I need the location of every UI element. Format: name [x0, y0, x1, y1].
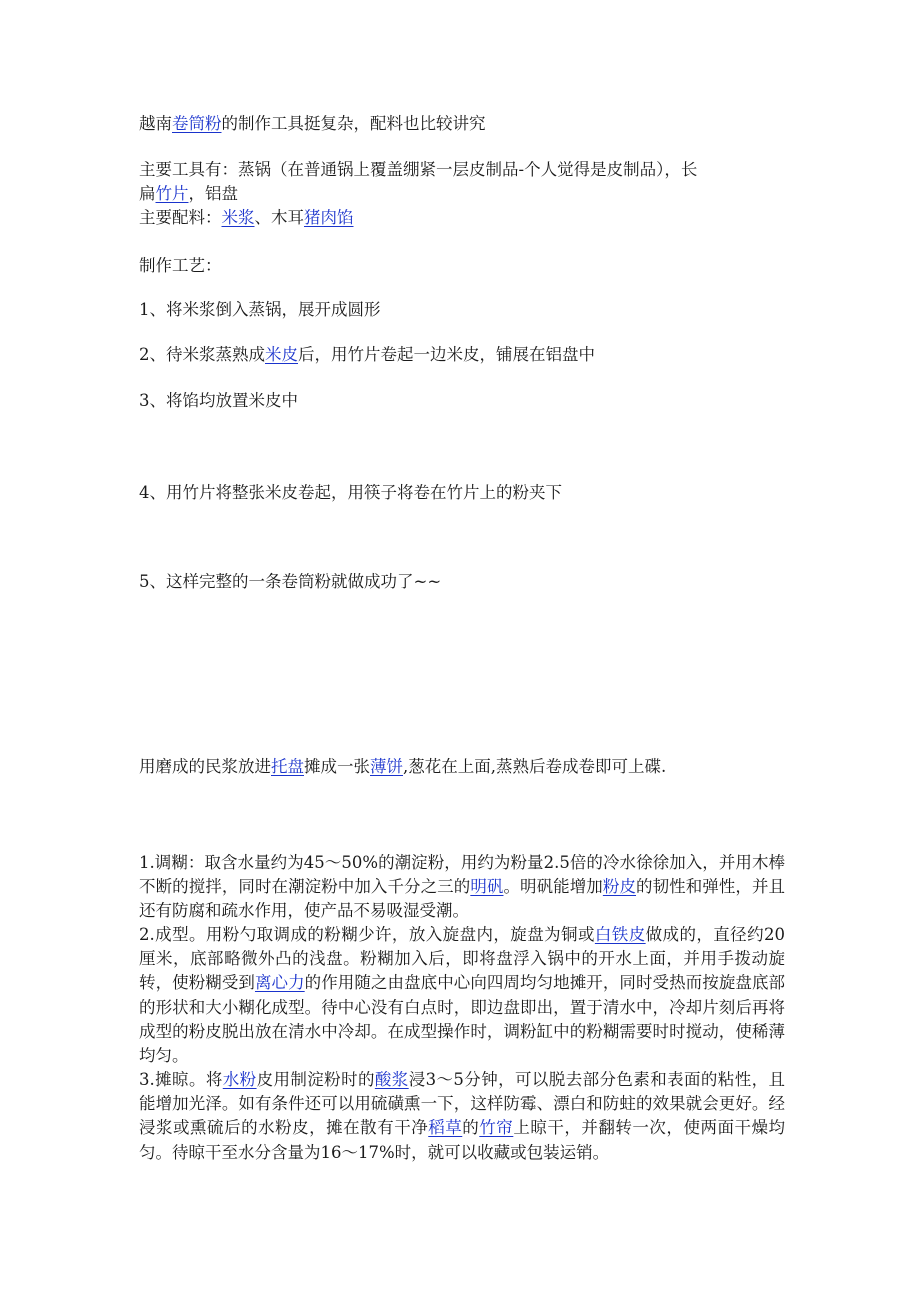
- section-3-paragraph: [139, 1068, 785, 1165]
- ingredients-text-2: 、木耳: [254, 208, 304, 227]
- link-lixinli[interactable]: 离心力: [254, 973, 305, 993]
- ingredients-text-1: 主要配料：: [139, 208, 222, 227]
- section-3-text-4: 的: [462, 1118, 480, 1138]
- alt-text-3: ,葱花在上面,蒸熟后卷成卷即可上碟.: [403, 757, 667, 776]
- link-zhulian[interactable]: 竹帘: [479, 1118, 514, 1138]
- intro-text-1: 越南: [139, 114, 172, 133]
- link-mijiang[interactable]: 米浆: [221, 208, 255, 227]
- section-2-text-3: 的作用随之由盘底中心向四周均匀地摊开，同时受热而按旋盘底部的形状和大小糊化成型。待中心没有白点时，即边盘即出，置于清水中，冷却片刻后再将成型的粉皮脱出放在清水中冷却。在成型操作时，调粉缸中的粉糊需要时时搅动，使稀薄均匀。: [139, 973, 786, 1066]
- section-3-text-3: 浸3～5分钟，可以脱去部分色素和表面的粘性，且能增加光泽。如有条件还可以用硫磺熏一下，这样防霉、漂白和防蛀的效果就会更好。经浸浆或熏硫后的水粉皮，摊在散有干净: [139, 1070, 786, 1138]
- section-2-text-2: 做成的，直径约20厘米，底部略微外凸的浅盘。粉糊加入后，即将盘浮入锅中的开水上面，并用手拨动旋转，使粉糊受到: [139, 925, 786, 993]
- ingredients-line: [139, 206, 354, 230]
- step-2-text-a: 2、待米浆蒸熟成: [139, 345, 265, 364]
- alt-text-2: 摊成一张: [304, 757, 370, 776]
- tools-text-3: ，铝盘: [188, 184, 238, 203]
- link-daocao[interactable]: 稻草: [428, 1118, 463, 1138]
- alt-method-line: [139, 755, 666, 779]
- step-1-text: 1、将米浆倒入蒸锅，展开成圆形: [139, 300, 381, 319]
- link-zhurouxian[interactable]: 猪肉馅: [304, 208, 354, 227]
- section-1-text-1: 1.调糊：取含水量约为45～50%的潮淀粉，用约为粉量2.5倍的冷水徐徐加入，并用木棒不断的搅拌，同时在潮淀粉中加入千分之三的: [139, 853, 785, 897]
- section-2-text-1: 2.成型。用粉勺取调成的粉糊少许，放入旋盘内，旋盘为铜或: [139, 925, 595, 944]
- link-baitiepi[interactable]: 白铁皮: [594, 925, 646, 944]
- step-2: [139, 343, 595, 367]
- section-3-text-5: 上晾干，并翻转一次，使两面干燥均匀。待晾干至水分含量为16～17%时，就可以收藏或包装运销。: [139, 1118, 786, 1162]
- link-mingfan[interactable]: 明矾: [470, 877, 504, 897]
- tools-line-1: [139, 158, 697, 182]
- process-title: [139, 254, 222, 278]
- link-mipi[interactable]: 米皮: [265, 345, 298, 364]
- step-3: [139, 389, 298, 413]
- step-5-text: 5、这样完整的一条卷筒粉就做成功了~~: [139, 572, 442, 591]
- tools-line-2: [139, 182, 238, 206]
- section-3-text-2: 皮用制淀粉时的: [256, 1070, 375, 1089]
- link-tuopan[interactable]: 托盘: [271, 757, 304, 776]
- section-1-text-2: 。明矾能增加: [503, 877, 603, 897]
- section-1-text-3: 的韧性和弹性，并且还有防腐和疏水作用，使产品不易吸湿受潮。: [139, 877, 786, 921]
- step-3-text: 3、将馅均放置米皮中: [139, 391, 298, 410]
- link-juantongfen[interactable]: 卷筒粉: [172, 114, 222, 133]
- section-2-paragraph: [139, 923, 785, 1068]
- tools-text-1: 主要工具有：蒸锅（在普通锅上覆盖绷紧一层皮制品-个人觉得是皮制品），长: [139, 160, 698, 179]
- link-fenpi[interactable]: 粉皮: [602, 877, 637, 897]
- tools-text-2: 扁: [139, 184, 156, 203]
- intro-line: [139, 112, 486, 136]
- intro-text-2: 的制作工具挺复杂，配料也比较讲究: [221, 114, 486, 133]
- alt-text-1: 用磨成的民浆放进: [139, 757, 271, 776]
- process-title-text: 制作工艺：: [139, 256, 222, 275]
- link-shuifen[interactable]: 水粉: [222, 1070, 257, 1089]
- link-suanjiang[interactable]: 酸浆: [374, 1070, 409, 1089]
- link-baobing[interactable]: 薄饼: [370, 757, 403, 776]
- step-4-text: 4、用竹片将整张米皮卷起，用筷子将卷在竹片上的粉夹下: [139, 483, 562, 502]
- step-5: [139, 570, 441, 594]
- step-4: [139, 481, 562, 505]
- step-2-text-b: 后，用竹片卷起一边米皮，铺展在铝盘中: [298, 345, 595, 364]
- section-3-text-1: 3.摊晾。将: [139, 1070, 223, 1089]
- link-zhupian[interactable]: 竹片: [155, 184, 189, 203]
- step-1: [139, 298, 381, 322]
- section-1-paragraph: [139, 851, 785, 924]
